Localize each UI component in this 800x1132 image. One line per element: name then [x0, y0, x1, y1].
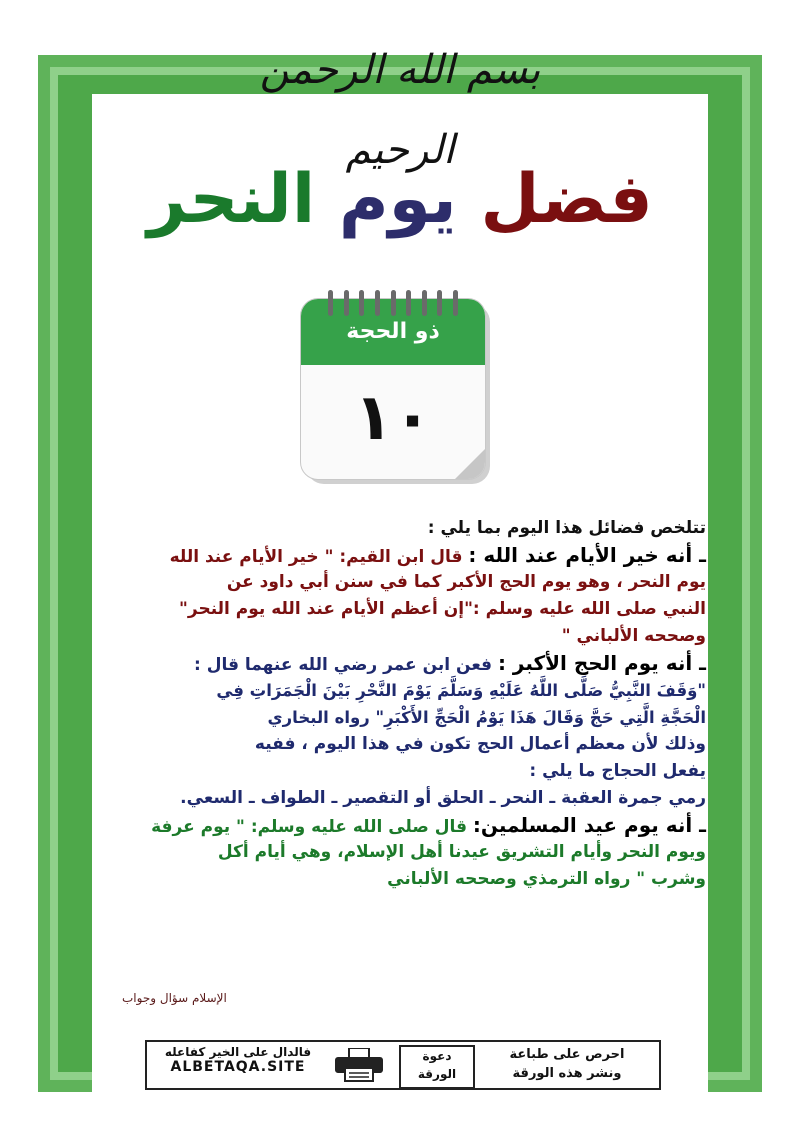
- ring-icon: [328, 290, 333, 316]
- line-text: رمي جمرة العقبة ـ النحر ـ الحلق أو التقصير ـ الطواف ـ السعي.: [180, 788, 706, 808]
- footer-slogan: فالدال على الخير كفاعله: [164, 1045, 312, 1059]
- ring-icon: [453, 290, 458, 316]
- line-text: قال ابن القيم: " خير الأيام عند الله: [169, 547, 469, 567]
- text-line: [118, 812, 706, 839]
- text-line: [118, 515, 706, 542]
- site-logo: [399, 1045, 475, 1089]
- logo-line-2: الورقة: [417, 1067, 457, 1081]
- footer-bar: [145, 1040, 661, 1090]
- footer-right: [479, 1045, 655, 1085]
- ring-icon: [375, 290, 380, 316]
- calendar-day: ١٠: [353, 381, 433, 455]
- text-line: [118, 704, 706, 731]
- line-text: قال صلى الله عليه وسلم: " يوم عرفة: [151, 817, 473, 837]
- line-text: تتلخص فضائل هذا اليوم بما يلي :: [427, 518, 706, 538]
- text-line: [118, 677, 706, 704]
- line-text: ويوم النحر وأيام التشريق عيدنا أهل الإسلام، وهي أيام أكل: [217, 842, 706, 862]
- line-text: وصححه الألباني ": [561, 626, 706, 646]
- line-text: يفعل الحجاج ما يلي :: [529, 761, 706, 781]
- calendar-icon: [300, 290, 490, 485]
- calendar-month: ذو الحجة: [346, 319, 440, 344]
- ring-icon: [391, 290, 396, 316]
- line-text: وذلك لأن معظم أعمال الحج تكون في هذا اليوم ، ففيه: [254, 734, 706, 754]
- point-heading: ـ أنه يوم عيد المسلمين:: [472, 813, 706, 837]
- text-line: [118, 866, 706, 893]
- text-line: [118, 542, 706, 569]
- body-text: [118, 515, 706, 893]
- source-credit: الإسلام سؤال وجواب: [122, 991, 227, 1005]
- text-line: [118, 623, 706, 650]
- text-line: [118, 596, 706, 623]
- footer-note-2: ونشر هذه الورقة: [512, 1066, 622, 1081]
- ring-icon: [359, 290, 364, 316]
- logo-line-1: دعوة: [422, 1049, 452, 1063]
- text-line: [118, 785, 706, 812]
- line-text: النبي صلى الله عليه وسلم :"إن أعظم الأيام عند الله يوم النحر": [179, 599, 706, 619]
- printer-icon: [331, 1048, 387, 1082]
- text-line: [118, 569, 706, 596]
- page-title: [120, 155, 680, 245]
- calendar-page: [300, 298, 486, 480]
- title-part-3: النحر: [147, 160, 316, 239]
- text-line: [118, 650, 706, 677]
- ring-icon: [437, 290, 442, 316]
- line-text: فعن ابن عمر رضي الله عنهما قال :: [194, 655, 498, 675]
- ring-icon: [422, 290, 427, 316]
- title-part-2: يوم: [338, 160, 457, 239]
- footer-site[interactable]: ALBETAQA.SITE: [170, 1059, 306, 1075]
- footer-left: [153, 1045, 323, 1085]
- footer-note-1: احرص على طباعة: [509, 1047, 625, 1062]
- point-heading: ـ أنه يوم الحج الأكبر :: [497, 651, 706, 675]
- ring-icon: [344, 290, 349, 316]
- line-text: وشرب " رواه الترمذي وصححه الألباني: [387, 869, 706, 889]
- page-curl-icon: [455, 449, 485, 479]
- calendar-rings: [328, 290, 458, 318]
- basmala-calligraphy: بسم الله الرحمن الرحيم: [259, 47, 541, 173]
- line-text: الْحَجَّةِ الَّتِي حَجَّ وَقَالَ هَذَا يَوْمُ الْحَجِّ الأَكْبَرِ" رواه البخاري: [267, 708, 706, 727]
- title-part-1: فضل: [480, 160, 653, 239]
- point-heading: ـ أنه خير الأيام عند الله :: [468, 543, 706, 567]
- text-line: [118, 758, 706, 785]
- line-text: "وَقَفَ النَّبِيُّ صَلَّى اللَّهُ عَلَيْهِ وَسَلَّمَ يَوْمَ النَّحْرِ بَيْنَ الْجَمَرَاتِ فِي: [216, 681, 706, 700]
- line-text: يوم النحر ، وهو يوم الحج الأكبر كما في سنن أبي داود عن: [226, 572, 706, 592]
- ring-icon: [406, 290, 411, 316]
- text-line: [118, 731, 706, 758]
- text-line: [118, 839, 706, 866]
